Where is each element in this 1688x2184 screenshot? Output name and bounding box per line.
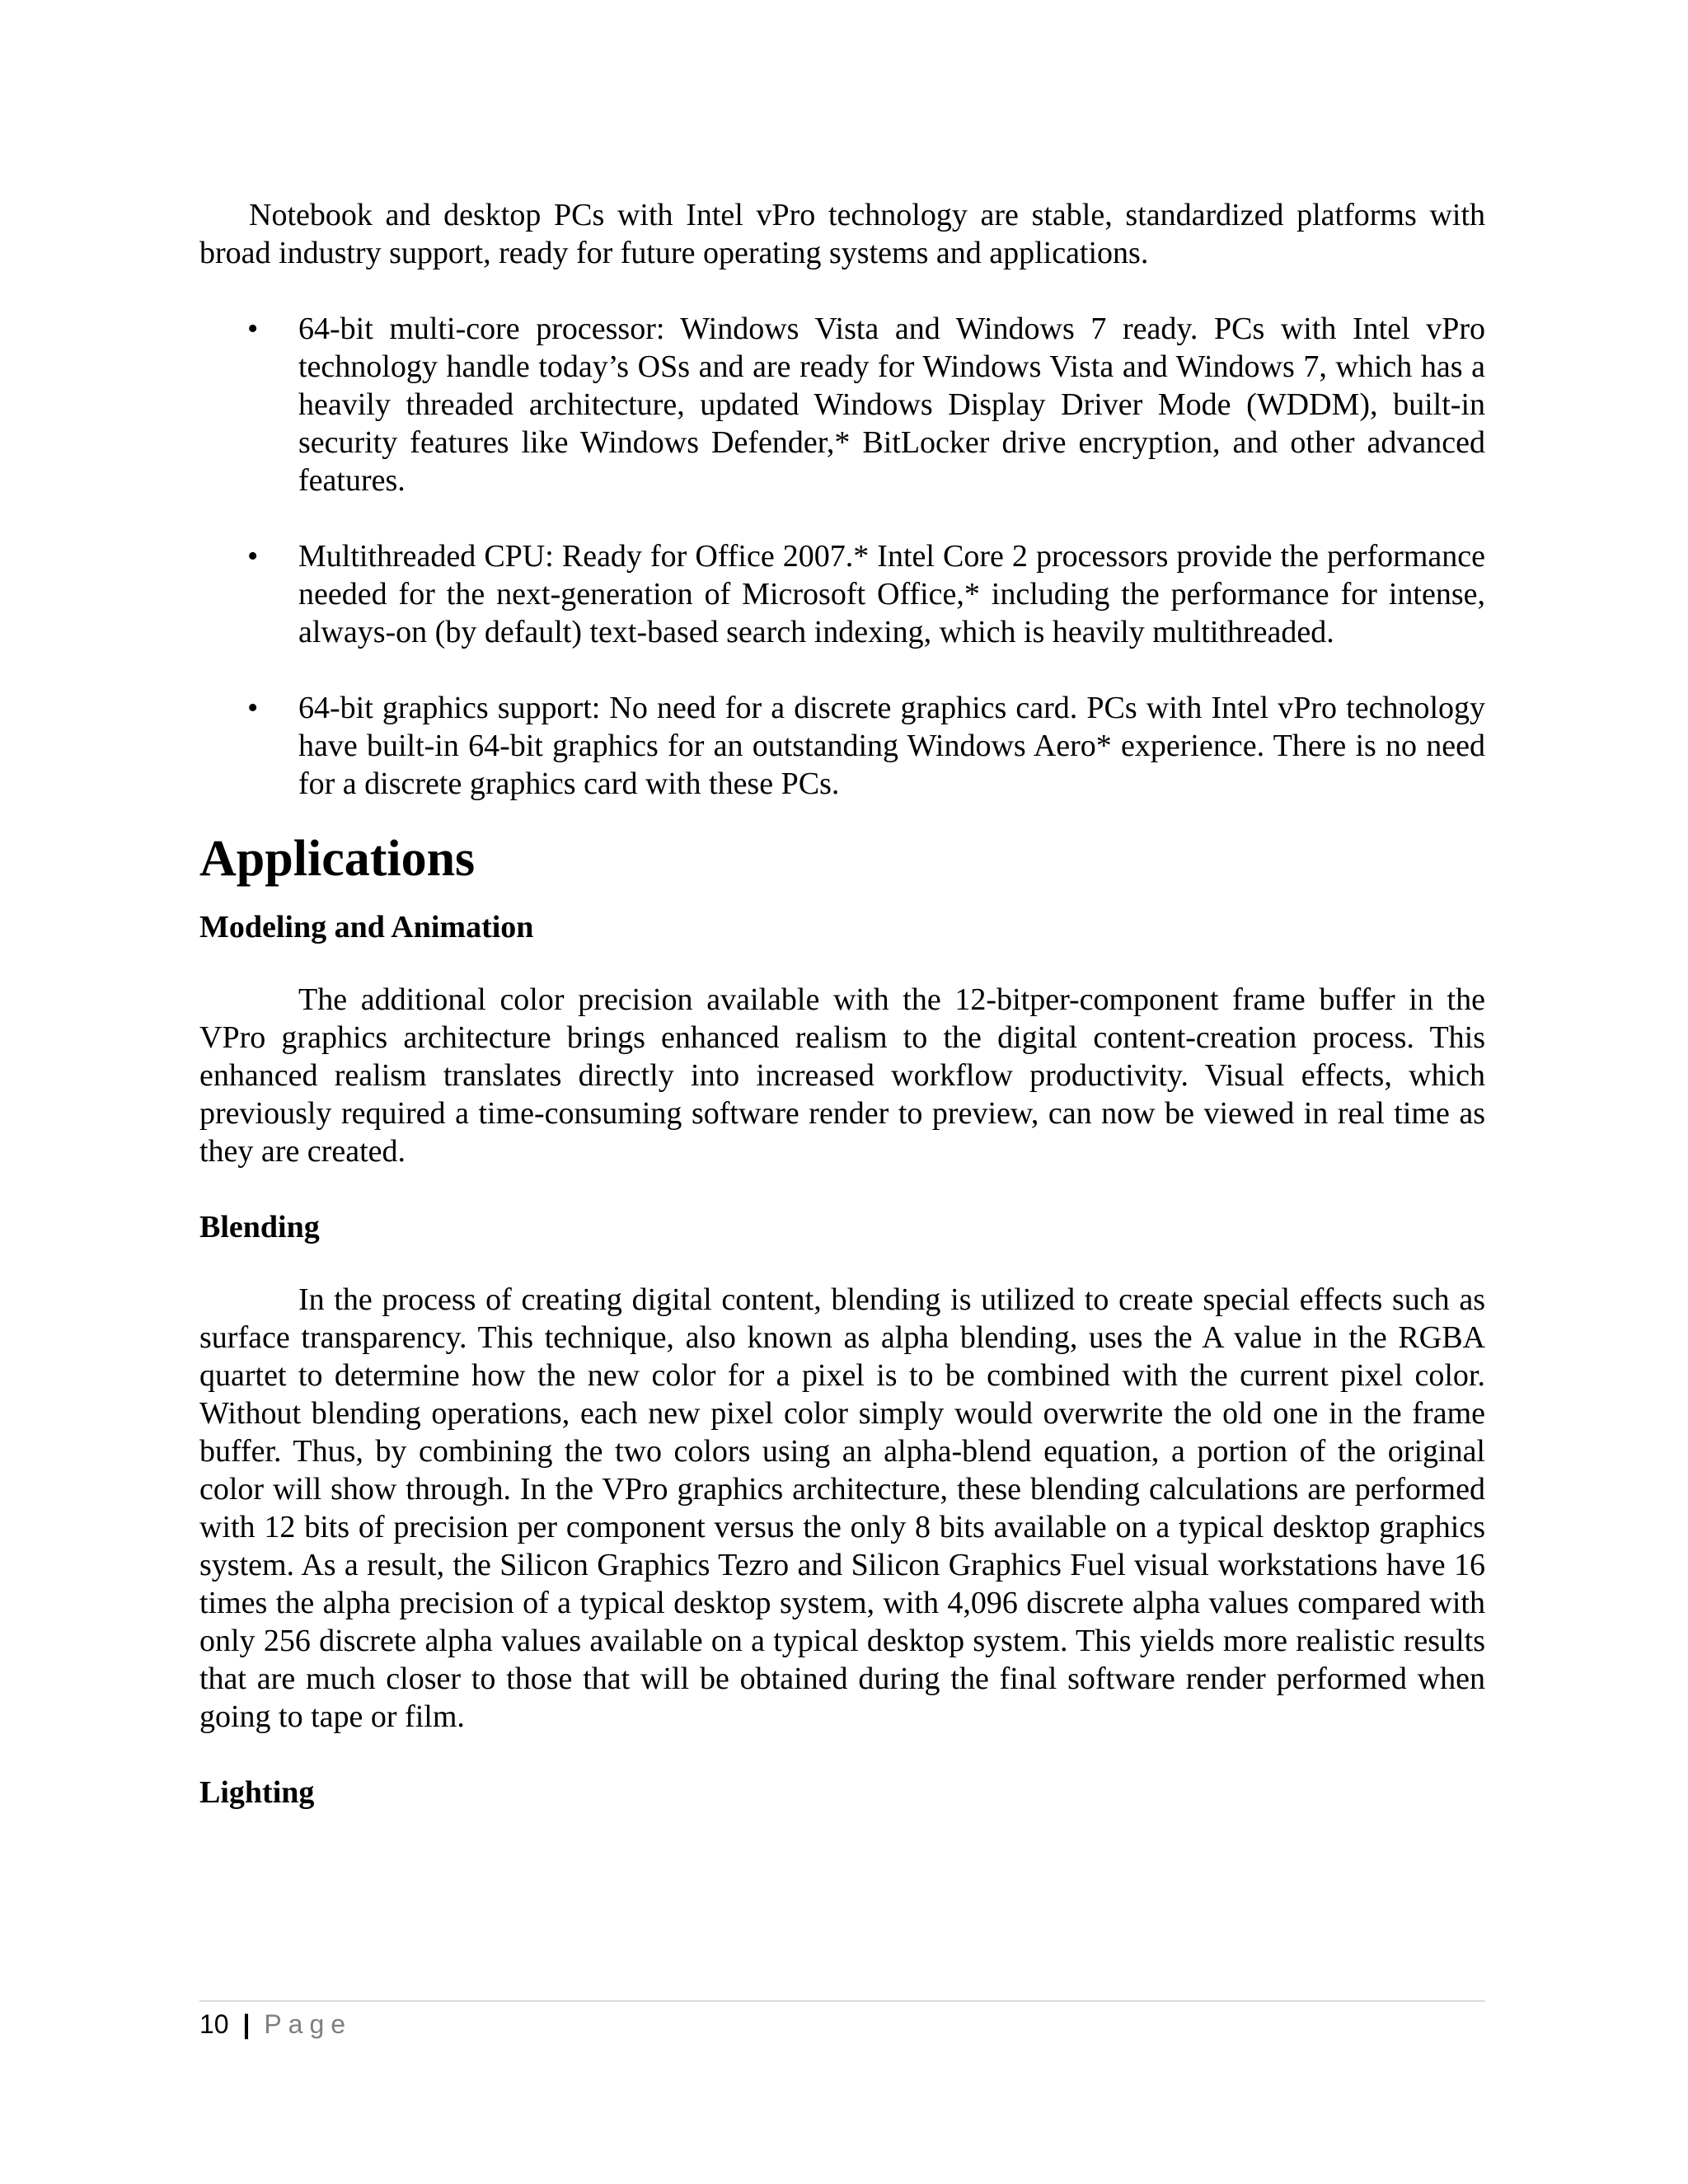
bullet-text: 64-bit multi-core processor: Windows Vista and Windows 7 ready. PCs with Intel vPro technology handle today’s OSs and are ready for Windows Vista and Windows 7, which has a heavily threaded architecture, updated Windows Display Driver Mode (WDDM), built-in security features like Windows Defender,* BitLocker drive encryption, and other advanced features. <box>298 312 1485 498</box>
footer-divider <box>199 2000 1485 2002</box>
intro-paragraph: Notebook and desktop PCs with Intel vPro technology are stable, standardized platforms with broad industry support, ready for future operating systems and applications. <box>199 198 1485 270</box>
bullet-text: 64-bit graphics support: No need for a discrete graphics card. PCs with Intel vPro technology have built-in 64-bit graphics for an outstanding Windows Aero* experience. There is no need for a discrete graphics card with these PCs. <box>298 691 1485 801</box>
bullet-item-64bit-graphics <box>199 689 1485 803</box>
subsection-heading-lighting: Lighting <box>199 1775 315 1810</box>
bullet-icon: • <box>247 539 259 574</box>
page-number: 10 <box>199 2009 229 2039</box>
bullet-item-64bit-processor <box>199 310 1485 499</box>
footer-separator: | <box>242 2009 251 2039</box>
page-label: Page <box>264 2009 353 2039</box>
bullet-text: Multithreaded CPU: Ready for Office 2007.* Intel Core 2 processors provide the performance needed for the next-generation of Microsoft Office,* including the performance for intense, always-on (by default) text-based search indexing, which is heavily multithreaded. <box>298 539 1485 649</box>
subsection-heading-modeling: Modeling and Animation <box>199 910 534 944</box>
bullet-item-multithreaded-cpu <box>199 537 1485 651</box>
bullet-icon: • <box>247 691 259 725</box>
modeling-paragraph: The additional color precision available with the 12-bitper-component frame buffer in the VPro graphics architecture brings enhanced realism to the digital content-creation process. This enhanced realism translates directly into increased workflow productivity. Visual effects, which previously required a time-consuming software render to preview, can now be viewed in real time as they are created. <box>199 982 1485 1169</box>
section-heading-applications: Applications <box>199 831 476 887</box>
bullet-icon: • <box>247 312 259 346</box>
page-footer <box>199 2008 352 2041</box>
page-content <box>199 196 1485 1846</box>
paragraph-spacer <box>199 1170 1485 1208</box>
blending-paragraph: In the process of creating digital content, blending is utilized to create special effects such as surface transparency. This technique, also known as alpha blending, uses the A value in the RGBA quartet to determine how the new color for a pixel is to be combined with the current pixel color. Without blending operations, each new pixel color simply would overwrite the old one in the frame buffer. Thus, by combining the two colors using an alpha-blend equation, a portion of the original color will show through. In the VPro graphics architecture, these blending calculations are performed with 12 bits of precision per component versus the only 8 bits available on a typical desktop graphics system. As a result, the Silicon Graphics Tezro and Silicon Graphics Fuel visual workstations have 16 times the alpha precision of a typical desktop system, with 4,096 discrete alpha values compared with only 256 discrete alpha values available on a typical desktop system. This yields more realistic results that are much closer to those that will be obtained during the final software render performed when going to tape or film. <box>199 1282 1485 1734</box>
paragraph-spacer <box>199 1736 1485 1774</box>
feature-bullet-list <box>199 310 1485 803</box>
subsection-heading-blending: Blending <box>199 1210 320 1244</box>
